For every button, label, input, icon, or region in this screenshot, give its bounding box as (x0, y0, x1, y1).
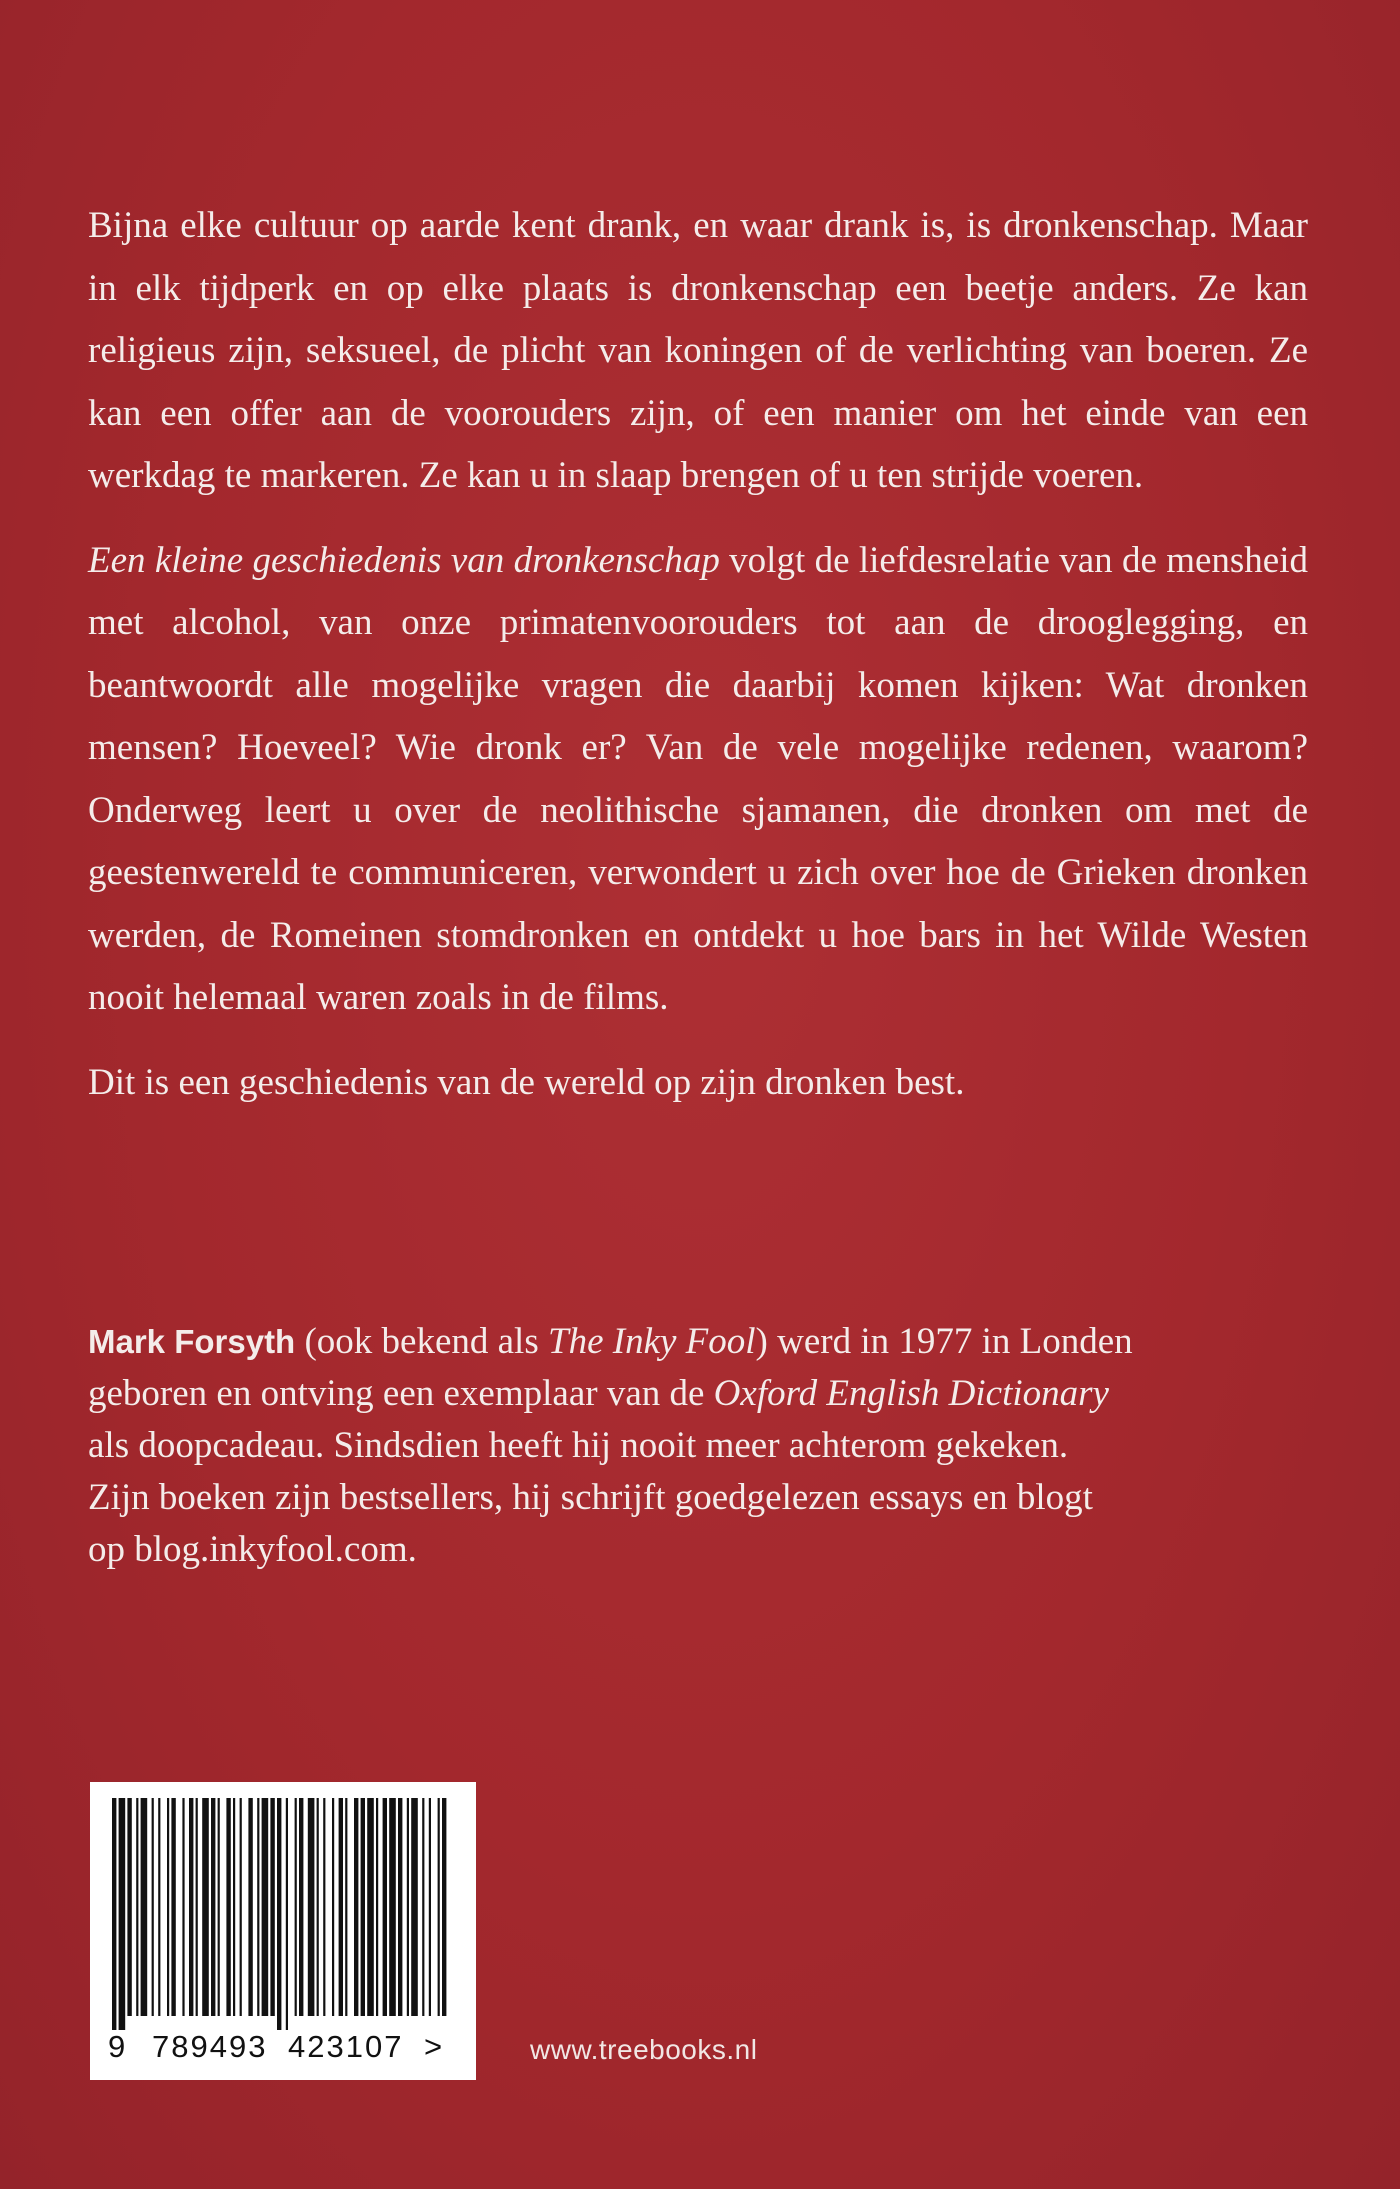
barcode-bar (361, 1798, 365, 2016)
barcode-bar (422, 1798, 424, 2016)
blurb-paragraph-2-text: volgt de liefdesrelatie van de mensheid met alcohol, van onze primatenvoorouders tot aan de drooglegging, en beantwoordt alle mogelijke vragen die daarbij komen kijken: Wat dronken mensen? Hoeveel? Wie dronk er? Van de vele mogelijke redenen, waarom? Onderweg leert u over de neolithische sjamanen, die dronken om met de geestenwereld te communiceren, verwondert u zich over hoe de Grieken dronken werden, de Romeinen stomdronken en ontdekt u hoe bars in het Wilde Westen nooit helemaal waren zoals in de films. (88, 539, 1309, 1018)
bio-text: geboren en ontving een exemplaar van de (88, 1373, 714, 1414)
barcode-bar (389, 1798, 396, 2016)
publisher-website: www.treebooks.nl (530, 2034, 758, 2065)
barcode-bar (248, 1798, 252, 2016)
barcode-bar (136, 1798, 138, 2016)
barcode-bar (257, 1798, 259, 2016)
barcode-bar (119, 1798, 126, 2030)
bio-line-5: op blog.inkyfool.com. (88, 1529, 417, 1570)
barcode-lead-digit: 9 (108, 2029, 126, 2064)
barcode-bar (226, 1798, 230, 2016)
barcode-bar (112, 1798, 116, 2030)
bio-text: (ook bekend als (295, 1321, 548, 1362)
barcode-bar (429, 1798, 431, 2016)
barcode-bar (218, 1798, 220, 2016)
barcode-bar (299, 1798, 303, 2016)
barcode-bar (262, 1798, 269, 2016)
barcode-bar (171, 1798, 175, 2016)
bio-line-4: Zijn boeken zijn bestsellers, hij schrijft goedgelezen essays en blogt (88, 1477, 1093, 1518)
barcode-bar (323, 1798, 325, 2016)
barcode-bar (158, 1798, 160, 2016)
barcode-bar (308, 1798, 315, 2016)
bio-line-2 (88, 1368, 1168, 1420)
barcode-bar (167, 1798, 169, 2016)
blurb-text (88, 195, 1308, 1114)
barcode-bar (196, 1798, 198, 2016)
barcode-bar (277, 1798, 281, 2030)
barcode-bar (295, 1798, 297, 2016)
barcode-bar (398, 1798, 402, 2016)
barcode-bar (345, 1798, 347, 2016)
barcode-bar (332, 1798, 334, 2016)
barcode-bar (211, 1798, 215, 2016)
dictionary-title: Oxford English Dictionary (713, 1373, 1109, 1414)
author-name: Mark Forsyth (88, 1323, 296, 1360)
barcode-bar (383, 1798, 387, 2016)
barcode-group-2: 423107 (288, 2029, 404, 2064)
barcode-bar (202, 1798, 209, 2016)
author-alias: The Inky Fool (548, 1321, 756, 1362)
barcode-bar (189, 1798, 193, 2016)
barcode-bar (442, 1798, 446, 2016)
barcode-arrow: > (424, 2029, 443, 2064)
barcode-bar (354, 1798, 358, 2016)
barcode-bar (411, 1798, 418, 2016)
barcode-bar (407, 1798, 409, 2016)
barcode-bar (317, 1798, 319, 2016)
barcode-bar (367, 1798, 374, 2016)
barcode-bar (233, 1798, 235, 2016)
barcode-bar (438, 1798, 440, 2016)
barcode-bar (286, 1798, 288, 2030)
isbn-barcode (90, 1782, 476, 2080)
blurb-paragraph-3: Dit is een geschiedenis van de wereld op zijn dronken best. (88, 1061, 965, 1103)
bio-line-3: als doopcadeau. Sindsdien heeft hij nooit meer achterom gekeken. (88, 1425, 1069, 1466)
barcode-bar (152, 1798, 154, 2016)
barcode-bar (127, 1798, 131, 2016)
barcode-bar (270, 1798, 274, 2016)
barcode-bar (182, 1798, 184, 2016)
book-title-italic: Een kleine geschiedenis van dronkenschap (88, 539, 720, 581)
author-bio (88, 1316, 1168, 1576)
blurb-paragraph-2 (88, 530, 1308, 1030)
barcode-bar (240, 1798, 242, 2016)
barcode-bar (141, 1798, 148, 2016)
barcode-bar (376, 1798, 378, 2016)
bio-line-1 (88, 1316, 1168, 1368)
barcode-bar (339, 1798, 343, 2016)
blurb-paragraph-1: Bijna elke cultuur op aarde kent drank, en waar drank is, is dronkenschap. Maar in elk tijdperk en op elke plaats is dronkenschap een beetje anders. Ze kan religieus zijn, seksueel, de plicht van koningen of de verlichting van boeren. Ze kan een offer aan de voorouders zijn, of een manier om het einde van een werkdag te markeren. Ze kan u in slaap brengen of u ten strijde voeren. (88, 205, 1308, 496)
bio-text: ) werd in 1977 in Londen (755, 1321, 1133, 1362)
barcode-group-1: 789493 (152, 2029, 268, 2064)
barcode-digits (90, 2022, 476, 2072)
